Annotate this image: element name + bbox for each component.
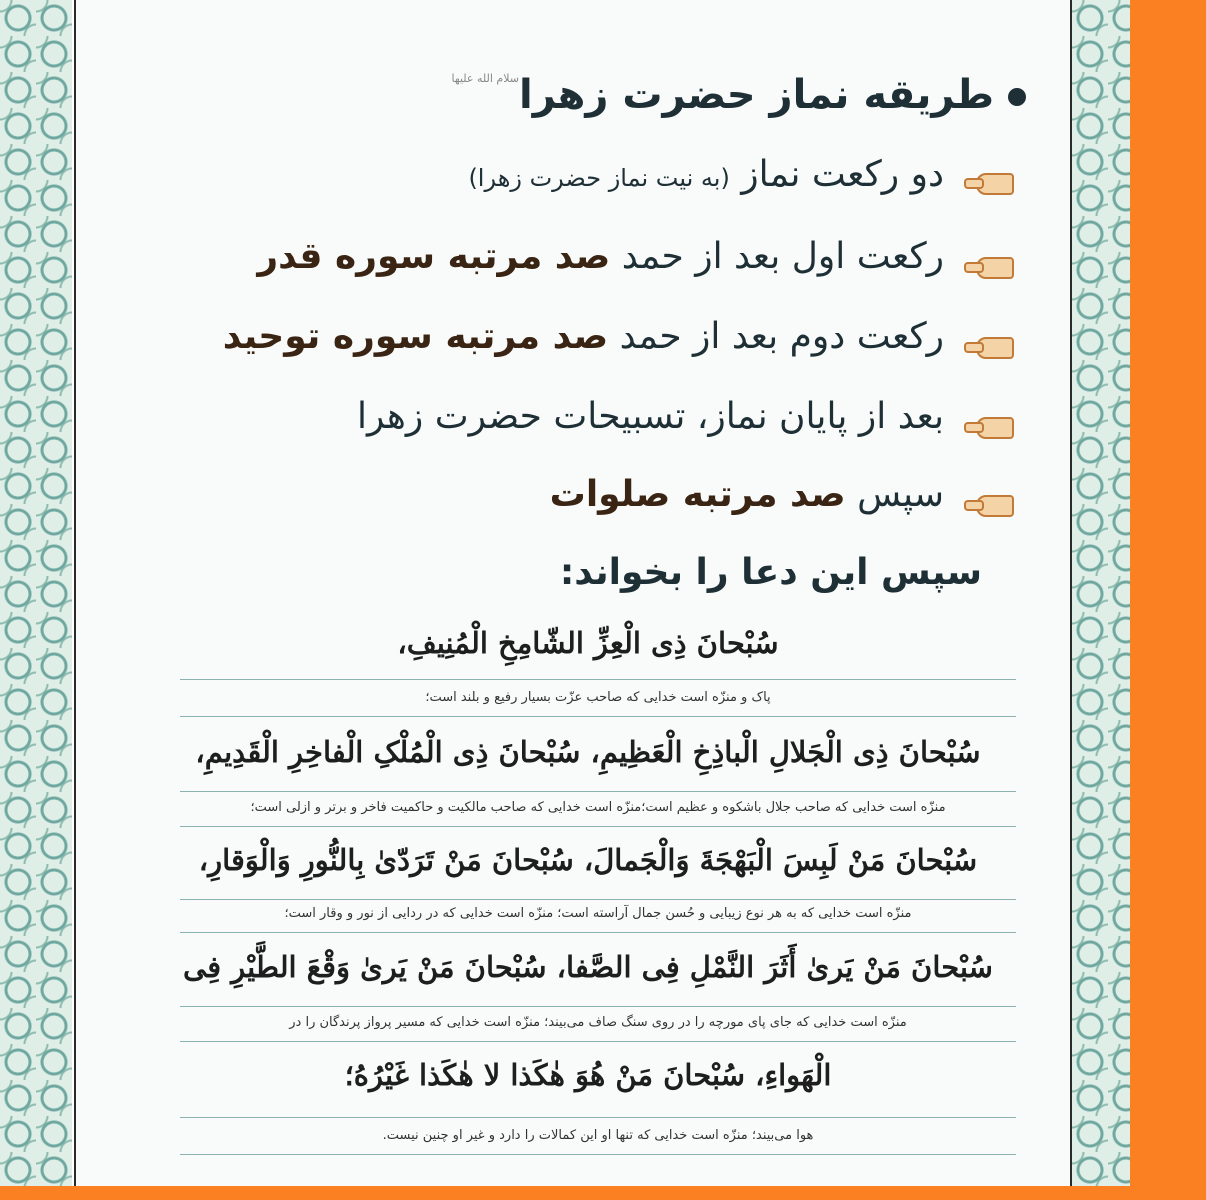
step-2-emphasis: صد مرتبه سوره قدر	[257, 236, 611, 277]
pointing-hand-icon	[976, 168, 1016, 194]
dua-persian-5: هوا می‌بیند؛ منزّه است خدایی که تنها او این کمالات را دارد و غیر او چنین نیست.	[382, 1128, 814, 1143]
step-5-emphasis: صد مرتبه صلوات	[549, 474, 846, 515]
dua-arabic-3: سُبْحانَ مَنْ لَبِسَ الْبَهْجَةَ وَالْجَمالَ، سُبْحانَ مَنْ تَرَدّیٰ بِالنُّورِ وَالْوَقارِ،	[198, 843, 978, 877]
divider	[180, 899, 1016, 900]
pointing-hand-icon	[976, 490, 1016, 516]
step-3-emphasis: صد مرتبه سوره توحید	[222, 316, 609, 357]
dua-persian-2: منزّه است خدایی که صاحب جلال باشکوه و عظیم است؛منزّه است خدایی که صاحب مالکیت و حاکمیت فاخر و برتر و ازلی است؛	[250, 800, 946, 815]
step-5-main: سپس	[857, 474, 944, 515]
ornamental-border-left	[0, 0, 72, 1186]
step-5	[550, 474, 944, 515]
title-honorific: سلام الله علیها	[451, 72, 520, 85]
dua-arabic-4: سُبْحانَ مَنْ یَریٰ أَثَرَ النَّمْلِ فِی الصَّفا، سُبْحانَ مَنْ یَریٰ وَقْعَ الطَّیْرِ فِی	[183, 950, 993, 984]
step-4-main: بعد از پایان نماز، تسبیحات حضرت زهرا	[357, 396, 944, 437]
divider	[180, 1154, 1016, 1155]
divider	[180, 791, 1016, 792]
step-1-main: دو رکعت نماز	[741, 154, 944, 195]
divider	[180, 826, 1016, 827]
dua-persian-1: پاک و منزّه است خدایی که صاحب عزّت بسیار رفیع و بلند است؛	[425, 690, 771, 705]
orange-strip-right	[1130, 0, 1206, 1200]
divider	[180, 716, 1016, 717]
dua-intro: سپس این دعا را بخواند:	[559, 552, 982, 593]
dua-arabic-5: الْهَواءِ، سُبْحانَ مَنْ هُوَ هٰکَذا لا هٰکَذا غَیْرُهُ؛	[344, 1058, 832, 1092]
dua-arabic-2: سُبْحانَ ذِی الْجَلالِ الْباذِخِ الْعَظِیمِ، سُبْحانَ ذِی الْمُلْکِ الْفاخِرِ الْقَدِیمِ،	[195, 735, 981, 769]
divider	[180, 1117, 1016, 1118]
pointing-hand-icon	[976, 332, 1016, 358]
dua-arabic-1: سُبْحانَ ذِی الْعِزِّ الشّامِخِ الْمُنِیفِ،	[397, 626, 779, 660]
title-text: طریقه نماز حضرت زهرا	[519, 72, 994, 118]
step-2	[257, 236, 944, 277]
pointing-hand-icon	[976, 252, 1016, 278]
step-1-note: (به نیت نماز حضرت زهرا)	[468, 164, 730, 192]
page-title	[452, 72, 1026, 118]
dua-persian-4: منزّه است خدایی که جای پای مورچه را در روی سنگ صاف می‌بیند؛ منزّه است خدایی که مسیر پرواز پرندگان را در	[289, 1015, 907, 1030]
dua-persian-3: منزّه است خدایی که به هر نوع زیبایی و حُسن جمال آراسته است؛ منزّه است خدایی که در ردایی از نور و وقار است؛	[284, 906, 912, 921]
step-3	[223, 316, 944, 357]
step-2-main: رکعت اول بعد از حمد	[621, 236, 944, 277]
ornamental-border-right	[1072, 0, 1130, 1186]
divider	[180, 679, 1016, 680]
divider	[180, 1006, 1016, 1007]
bullet-icon	[1008, 88, 1026, 106]
step-3-main: رکعت دوم بعد از حمد	[619, 316, 944, 357]
pointing-hand-icon	[976, 412, 1016, 438]
step-4	[357, 396, 944, 437]
divider	[180, 1041, 1016, 1042]
step-1	[468, 154, 944, 195]
divider	[180, 932, 1016, 933]
